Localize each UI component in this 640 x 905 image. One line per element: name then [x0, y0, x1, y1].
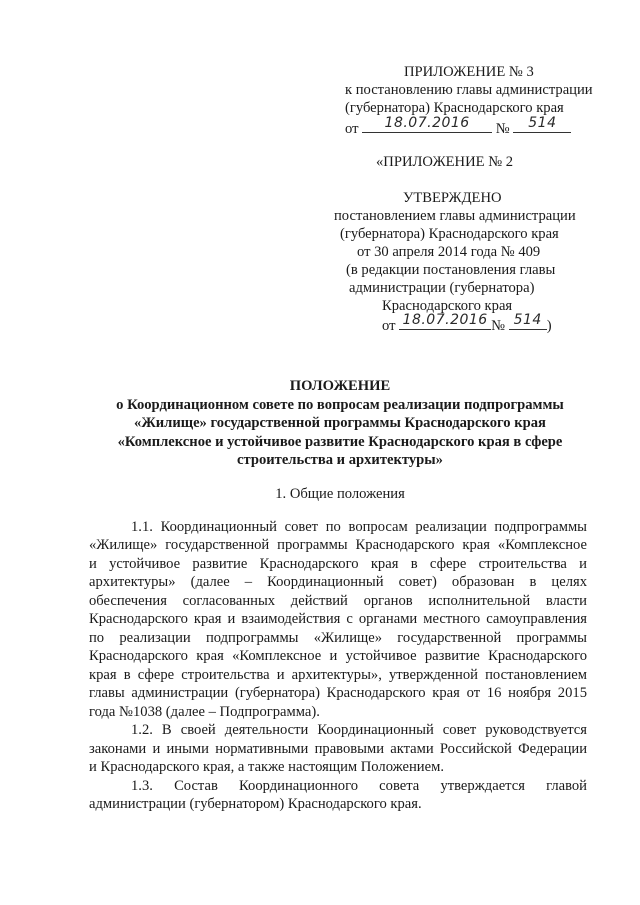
appendix-3-title: ПРИЛОЖЕНИЕ № 3: [404, 64, 534, 80]
paragraph-line: края в сфере строительства и архитектуры», утвержденной постановлением: [89, 667, 587, 683]
date-field: [399, 312, 491, 330]
paragraph-line: Краснодарского края и взаимодействия с органами местного самоуправления: [89, 611, 587, 627]
date-prefix: от: [382, 318, 396, 334]
paragraph-line: обеспечения согласованных действий органов исполнительной власти: [89, 593, 587, 609]
appendix-3-line2: (губернатора) Краснодарского края: [345, 100, 564, 116]
approved-date-line: [382, 312, 552, 335]
paragraph-line: года №1038 (далее – Подпрограмма).: [89, 704, 320, 720]
document-heading: ПОЛОЖЕНИЕ: [289, 378, 391, 394]
section-heading: 1. Общие положения: [275, 486, 405, 502]
appendix-2-title: «ПРИЛОЖЕНИЕ № 2: [376, 154, 514, 170]
paragraph-line: и Краснодарского края, а также настоящим Положением.: [89, 759, 444, 775]
paragraph-line: по реализации подпрограммы «Жилище» государственной программы: [89, 630, 587, 646]
paragraph-line: 1.3. Состав Координационного совета утверждается главой: [131, 778, 587, 794]
approved-line2: (губернатора) Краснодарского края: [340, 226, 559, 242]
handwritten-number: 514: [513, 312, 542, 328]
document-title-line4: строительства и архитектуры»: [237, 452, 443, 468]
paragraph-line: главы администрации (губернатора) Краснодарского края от 16 ноября 2015: [89, 685, 587, 701]
document-title-line2: «Жилище» государственной программы Краснодарского края: [134, 415, 546, 431]
paragraph-line: администрации (губернатором) Краснодарского края.: [89, 796, 422, 812]
approved-label: УТВЕРЖДЕНО: [403, 190, 502, 206]
approved-line5: администрации (губернатора): [349, 280, 535, 296]
paragraph-line: Краснодарского края «Комплексное и устойчивое развитие Краснодарского: [89, 648, 587, 664]
paragraph-line: и устойчивое развитие Краснодарского края в сфере строительства и: [89, 556, 587, 572]
paragraph-line: архитектуры» (далее – Координационный совет) образован в целях: [89, 574, 587, 590]
approved-line3: от 30 апреля 2014 года № 409: [357, 244, 541, 260]
document-title-line1: о Координационном совете по вопросам реализации подпрограммы: [116, 397, 564, 413]
paragraph-line: «Жилище» государственной программы Краснодарского края «Комплексное: [89, 537, 587, 553]
document-title-line3: «Комплексное и устойчивое развитие Краснодарского края в сфере: [117, 434, 563, 450]
paragraph-line: законами и иными нормативными правовыми актами Российской Федерации: [89, 741, 587, 757]
approved-line4: (в редакции постановления главы: [346, 262, 556, 278]
handwritten-date: 18.07.2016: [384, 115, 470, 131]
approved-line6: Краснодарского края: [382, 298, 513, 314]
paragraph-line: 1.2. В своей деятельности Координационный совет руководствуется: [131, 722, 587, 738]
handwritten-date: 18.07.2016: [402, 312, 488, 328]
appendix-3-line1: к постановлению главы администрации: [345, 82, 593, 98]
approved-line1: постановлением главы администрации: [334, 208, 576, 224]
number-prefix: №: [491, 318, 506, 334]
paragraph-line: 1.1. Координационный совет по вопросам реализации подпрограммы: [131, 519, 587, 535]
date-prefix: от: [345, 121, 359, 137]
number-field: [509, 312, 547, 330]
number-field: [513, 115, 571, 133]
number-prefix: №: [495, 121, 510, 137]
date-field: [362, 115, 492, 133]
handwritten-number: 514: [528, 115, 557, 131]
appendix-3-date-line: [345, 115, 571, 138]
closing-paren: ): [546, 318, 552, 334]
